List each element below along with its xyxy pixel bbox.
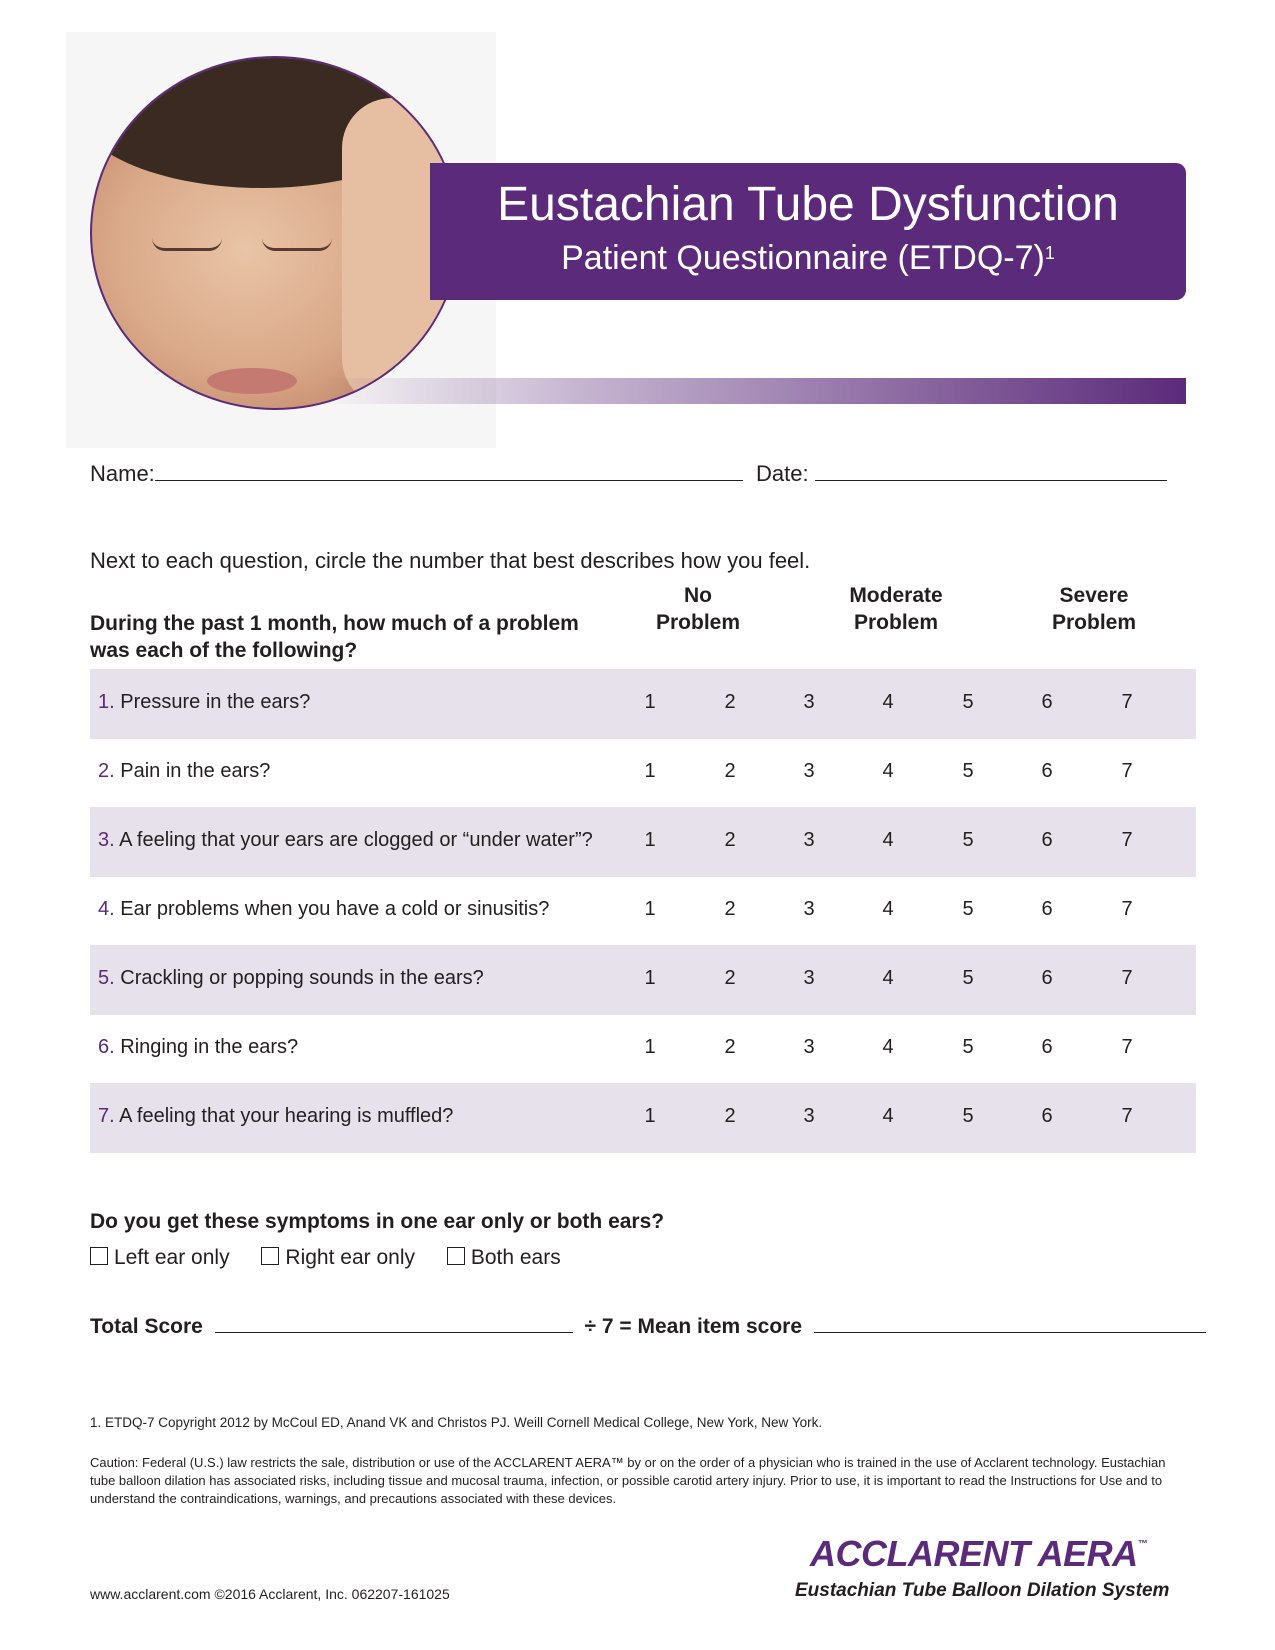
- rating-option-6[interactable]: 6: [1041, 1105, 1053, 1127]
- instruction-text: Next to each question, circle the number that best describes how you feel.: [90, 548, 811, 573]
- rating-option-6[interactable]: 6: [1041, 760, 1053, 782]
- rating-option-2[interactable]: 2: [724, 1105, 736, 1127]
- col-head-line1: No: [684, 584, 712, 607]
- col-head-line1: Severe: [1059, 584, 1129, 607]
- col-head-line2: Problem: [853, 611, 939, 634]
- ears-options: [90, 1246, 587, 1270]
- rating-option-2[interactable]: 2: [724, 898, 736, 920]
- name-input-line[interactable]: [155, 458, 743, 481]
- rating-option-2[interactable]: 2: [724, 967, 736, 989]
- rating-option-1[interactable]: 1: [644, 967, 656, 989]
- question-text: A feeling that your hearing is muffled?: [119, 1105, 454, 1127]
- copyright-footnote: 1. ETDQ-7 Copyright 2012 by McCoul ED, Anand VK and Christos PJ. Weill Cornell Medical College, New York, New York.: [90, 1415, 823, 1430]
- rating-option-5[interactable]: 5: [962, 1036, 974, 1058]
- rating-option-3[interactable]: 3: [803, 829, 815, 851]
- question-text: Crackling or popping sounds in the ears?: [120, 967, 484, 989]
- header-gradient-bar: [320, 378, 1186, 404]
- question-row: [90, 876, 1196, 946]
- page-subtitle: [430, 239, 1186, 278]
- rating-option-3[interactable]: 3: [803, 898, 815, 920]
- question-text: Ringing in the ears?: [120, 1036, 299, 1058]
- question-number: 2.: [98, 760, 115, 782]
- question-row: [90, 738, 1196, 808]
- acclarent-aera-logo: [810, 1533, 1147, 1575]
- rating-option-5[interactable]: 5: [962, 829, 974, 851]
- rating-option-4[interactable]: 4: [882, 760, 894, 782]
- rating-option-7[interactable]: 7: [1121, 760, 1133, 782]
- question-label: [98, 1105, 453, 1128]
- question-row: [90, 1014, 1196, 1084]
- question-text: Pressure in the ears?: [120, 691, 311, 713]
- date-field[interactable]: [756, 458, 1167, 487]
- question-row: [90, 669, 1196, 739]
- question-label: [98, 760, 270, 783]
- col-head-moderate-problem: [826, 582, 966, 636]
- rating-option-2[interactable]: 2: [724, 691, 736, 713]
- rating-option-4[interactable]: 4: [882, 1036, 894, 1058]
- option-label: Right ear only: [285, 1246, 415, 1269]
- rating-option-4[interactable]: 4: [882, 691, 894, 713]
- question-label: [98, 1036, 298, 1059]
- name-field[interactable]: [90, 458, 743, 487]
- rating-option-6[interactable]: 6: [1041, 967, 1053, 989]
- rating-option-6[interactable]: 6: [1041, 691, 1053, 713]
- rating-option-2[interactable]: 2: [724, 1036, 736, 1058]
- question-label: [98, 898, 549, 921]
- total-score-label: Total Score: [90, 1315, 203, 1338]
- rating-option-6[interactable]: 6: [1041, 1036, 1053, 1058]
- logo-tagline: Eustachian Tube Balloon Dilation System: [795, 1580, 1170, 1601]
- question-number: 1.: [98, 691, 115, 713]
- mean-score-input-line[interactable]: [814, 1310, 1206, 1333]
- photo-eye-right: [262, 238, 332, 251]
- photo-lips: [207, 368, 297, 394]
- question-text: Ear problems when you have a cold or sinusitis?: [120, 898, 550, 920]
- checkbox-left-ear[interactable]: [90, 1247, 108, 1265]
- rating-option-6[interactable]: 6: [1041, 829, 1053, 851]
- rating-option-5[interactable]: 5: [962, 691, 974, 713]
- col-head-severe-problem: [1024, 582, 1164, 636]
- question-row: [90, 1083, 1196, 1153]
- title-banner: [430, 163, 1186, 300]
- rating-option-1[interactable]: 1: [644, 691, 656, 713]
- mean-score-label: ÷ 7 = Mean item score: [584, 1315, 803, 1338]
- rating-option-1[interactable]: 1: [644, 898, 656, 920]
- logo-tm: ™: [1137, 1539, 1148, 1550]
- rating-option-5[interactable]: 5: [962, 898, 974, 920]
- question-text: Pain in the ears?: [120, 760, 271, 782]
- rating-option-1[interactable]: 1: [644, 1036, 656, 1058]
- rating-option-7[interactable]: 7: [1121, 898, 1133, 920]
- rating-option-3[interactable]: 3: [803, 691, 815, 713]
- checkbox-both-ears[interactable]: [447, 1247, 465, 1265]
- question-number: 3.: [98, 829, 115, 851]
- question-row: [90, 945, 1196, 1015]
- name-label: Name:: [90, 461, 155, 486]
- rating-option-3[interactable]: 3: [803, 1036, 815, 1058]
- question-text: A feeling that your ears are clogged or “under water”?: [119, 829, 593, 851]
- col-head-line1: Moderate: [849, 584, 943, 607]
- rating-option-4[interactable]: 4: [882, 967, 894, 989]
- option-label: Both ears: [470, 1246, 561, 1269]
- col-head-line2: Problem: [1051, 611, 1137, 634]
- rating-option-7[interactable]: 7: [1121, 1036, 1133, 1058]
- option-left-ear[interactable]: [90, 1246, 230, 1270]
- option-both-ears[interactable]: [447, 1246, 561, 1270]
- question-number: 6.: [98, 1036, 115, 1058]
- rating-option-3[interactable]: 3: [803, 967, 815, 989]
- question-number: 4.: [98, 898, 115, 920]
- question-header-line2: was each of the following?: [90, 639, 358, 662]
- rating-option-7[interactable]: 7: [1121, 1105, 1133, 1127]
- question-row: [90, 807, 1196, 877]
- rating-option-7[interactable]: 7: [1121, 691, 1133, 713]
- date-label: Date:: [756, 461, 809, 486]
- rating-option-3[interactable]: 3: [803, 1105, 815, 1127]
- patient-photo: [90, 56, 460, 410]
- question-header: [90, 610, 579, 664]
- rating-option-2[interactable]: 2: [724, 829, 736, 851]
- rating-option-4[interactable]: 4: [882, 898, 894, 920]
- rating-option-2[interactable]: 2: [724, 760, 736, 782]
- col-head-no-problem: [628, 582, 768, 636]
- ears-question: Do you get these symptoms in one ear only or both ears?: [90, 1210, 665, 1233]
- rating-option-5[interactable]: 5: [962, 967, 974, 989]
- question-label: [98, 829, 593, 852]
- rating-option-7[interactable]: 7: [1121, 967, 1133, 989]
- rating-option-7[interactable]: 7: [1121, 829, 1133, 851]
- rating-option-1[interactable]: 1: [644, 760, 656, 782]
- rating-option-5[interactable]: 5: [962, 760, 974, 782]
- rating-option-6[interactable]: 6: [1041, 898, 1053, 920]
- logo-name: ACCLARENT AERA: [810, 1533, 1138, 1574]
- rating-option-3[interactable]: 3: [803, 760, 815, 782]
- rating-option-1[interactable]: 1: [644, 829, 656, 851]
- question-number: 5.: [98, 967, 115, 989]
- score-line: [90, 1310, 1206, 1339]
- checkbox-right-ear[interactable]: [261, 1247, 279, 1265]
- caution-text: Caution: Federal (U.S.) law restricts the sale, distribution or use of the ACCLARENT AERA™ by or on the order of a physician who is trained in the use of Acclarent technology. Eustachian tube balloon dilation has associated risks, including tissue and mucosal trauma, infection, or possible carotid artery injury. Prior to use, it is important to read the Instructions for Use and to understand the contraindications, warnings, and precautions associated with these devices.: [90, 1455, 1166, 1506]
- option-label: Left ear only: [114, 1246, 230, 1269]
- question-label: [98, 691, 310, 714]
- question-number: 7.: [98, 1105, 115, 1127]
- total-score-input-line[interactable]: [215, 1310, 573, 1333]
- subtitle-footnote-mark: 1: [1044, 243, 1055, 263]
- question-label: [98, 967, 484, 990]
- rating-option-4[interactable]: 4: [882, 829, 894, 851]
- rating-option-5[interactable]: 5: [962, 1105, 974, 1127]
- rating-option-4[interactable]: 4: [882, 1105, 894, 1127]
- col-head-line2: Problem: [655, 611, 741, 634]
- photo-eye-left: [152, 238, 222, 251]
- question-header-line1: During the past 1 month, how much of a problem: [90, 612, 579, 635]
- rating-option-1[interactable]: 1: [644, 1105, 656, 1127]
- page-title: Eustachian Tube Dysfunction: [497, 178, 1119, 231]
- subtitle-text: Patient Questionnaire (ETDQ-7): [561, 239, 1045, 277]
- website-copyright: www.acclarent.com ©2016 Acclarent, Inc. 062207-161025: [90, 1586, 450, 1602]
- option-right-ear[interactable]: [261, 1246, 415, 1270]
- date-input-line[interactable]: [815, 458, 1167, 481]
